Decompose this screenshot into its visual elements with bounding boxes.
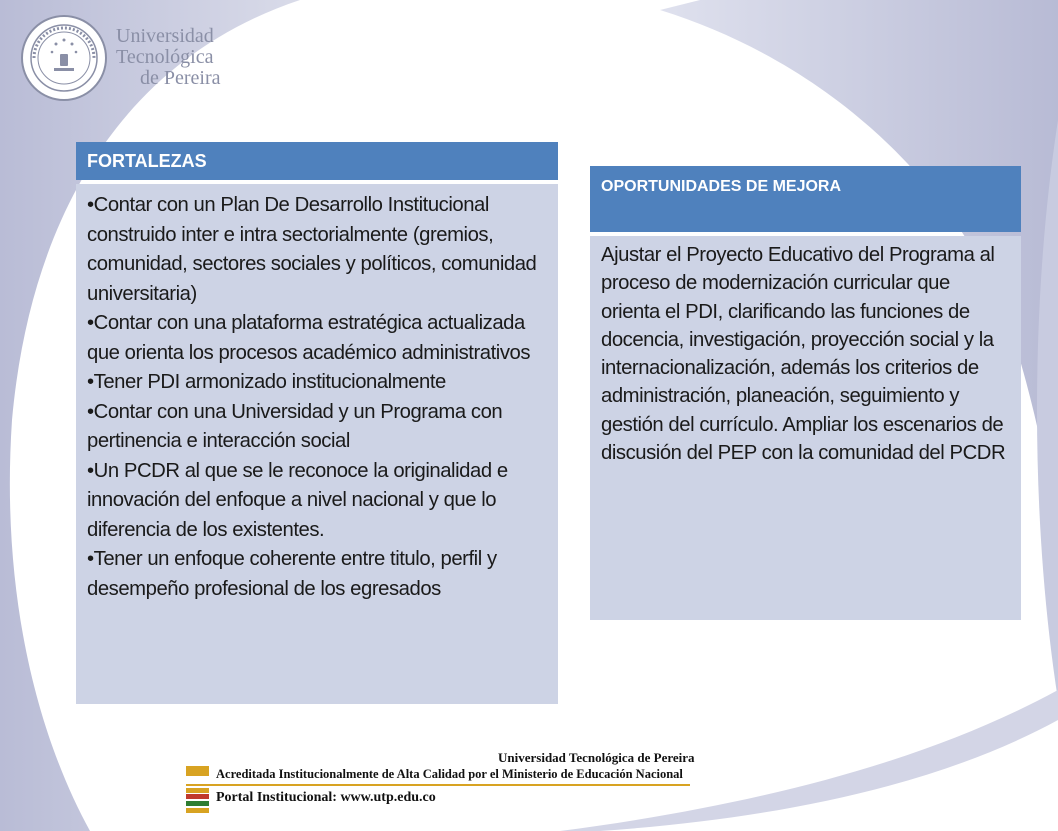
flag-stripes-icon bbox=[186, 766, 209, 814]
logo-line-3: de Pereira bbox=[140, 67, 221, 89]
opportunities-header: OPORTUNIDADES DE MEJORA bbox=[590, 166, 1021, 232]
strength-item: •Contar con una Universidad y un Programa con pertinencia e interacción social bbox=[87, 400, 503, 452]
strength-item: •Contar con un Plan De Desarrollo Institucional construido inter e intra sectorialmente (gremios, comunidad, sectores sociales y políticos, comunidad universitaria) bbox=[87, 194, 537, 305]
strength-item: •Contar con una plataforma estratégica actualizada que orienta los procesos académico administrativos bbox=[87, 312, 531, 364]
strengths-header: FORTALEZAS bbox=[76, 142, 558, 180]
strengths-body bbox=[76, 184, 558, 704]
footer-institution: Universidad Tecnológica de Pereira bbox=[498, 750, 695, 765]
opportunities-text: Ajustar el Proyecto Educativo del Programa al proceso de modernización curricular que orienta el PDI, clarificando las funciones de docencia, investigación, proyección social y la internacionalización, además los criterios de administración, planeación, seguimiento y gestión del currículo. Ampliar los escenarios de discusión del PEP con la comunidad del PCDR bbox=[601, 244, 1006, 465]
strength-item: •Tener PDI armonizado institucionalmente bbox=[87, 371, 446, 393]
logo-line-2: Tecnológica bbox=[116, 46, 214, 68]
strength-item: •Un PCDR al que se le reconoce la originalidad e innovación del enfoque a nivel nacional y que lo diferencia de los existentes. bbox=[87, 459, 508, 541]
logo-wordmark bbox=[116, 26, 221, 89]
footer-gold-divider bbox=[186, 784, 690, 786]
university-seal-icon bbox=[20, 14, 108, 102]
footer-accreditation: Acreditada Institucionalmente de Alta Calidad por el Ministerio de Educación Nacional bbox=[216, 767, 683, 781]
strength-item: •Tener un enfoque coherente entre titulo, perfil y desempeño profesional de los egresados bbox=[87, 548, 497, 600]
logo-line-1: Universidad bbox=[116, 25, 214, 47]
opportunities-body bbox=[590, 236, 1021, 620]
footer-portal: Portal Institucional: www.utp.edu.co bbox=[216, 790, 436, 805]
university-logo bbox=[20, 14, 221, 106]
